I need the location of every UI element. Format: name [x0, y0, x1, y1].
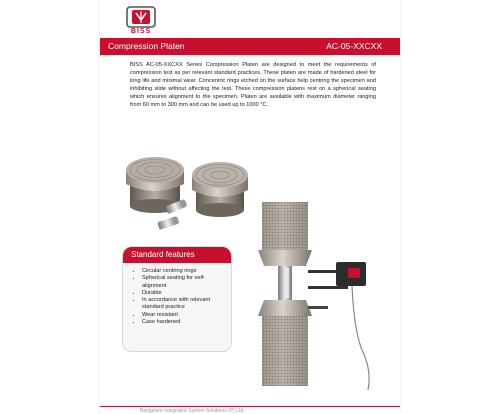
datasheet-page — [100, 0, 400, 414]
feature-item: • Wear resistant — [142, 312, 225, 319]
product-title: Compression Platen — [108, 41, 185, 51]
feature-item: • Circular centring rings — [142, 268, 225, 275]
feature-item: • Spherical seating for self-alignment — [142, 275, 225, 290]
platen-photo-right — [192, 162, 248, 217]
product-code: AC-05-XXCXX — [326, 41, 382, 51]
standard-features-box — [122, 246, 232, 352]
product-description: BISS AC-05-XXCXX Series Compression Platen are designed to meet the requirements of compression test as per relevant standard practices. These platen are made of hardened steel for long life and minimal wear. Concentric rings etched on the surface help centring the specimen and inhibiting slide without affecting the test. These compression platens rest on a spherical seating which ensures alignment to the specimen. Platen are available with maximum diameter ranging from 60 mm to 300 mm and can be used up to 1000 °C. — [130, 62, 376, 108]
feature-item: • In accordance with relevant standard practice — [142, 297, 225, 312]
footer-divider — [100, 406, 400, 407]
features-heading: Standard features — [123, 247, 231, 263]
feature-item: • Durable — [142, 290, 225, 297]
logo-text: BISS — [130, 28, 152, 35]
feature-item: • Case hardened — [142, 319, 225, 326]
footer-company: Bangalore Integrated System Solutions (P) Ltd. — [140, 408, 245, 414]
features-list — [123, 268, 231, 326]
compression-fixture-photo — [258, 202, 369, 390]
